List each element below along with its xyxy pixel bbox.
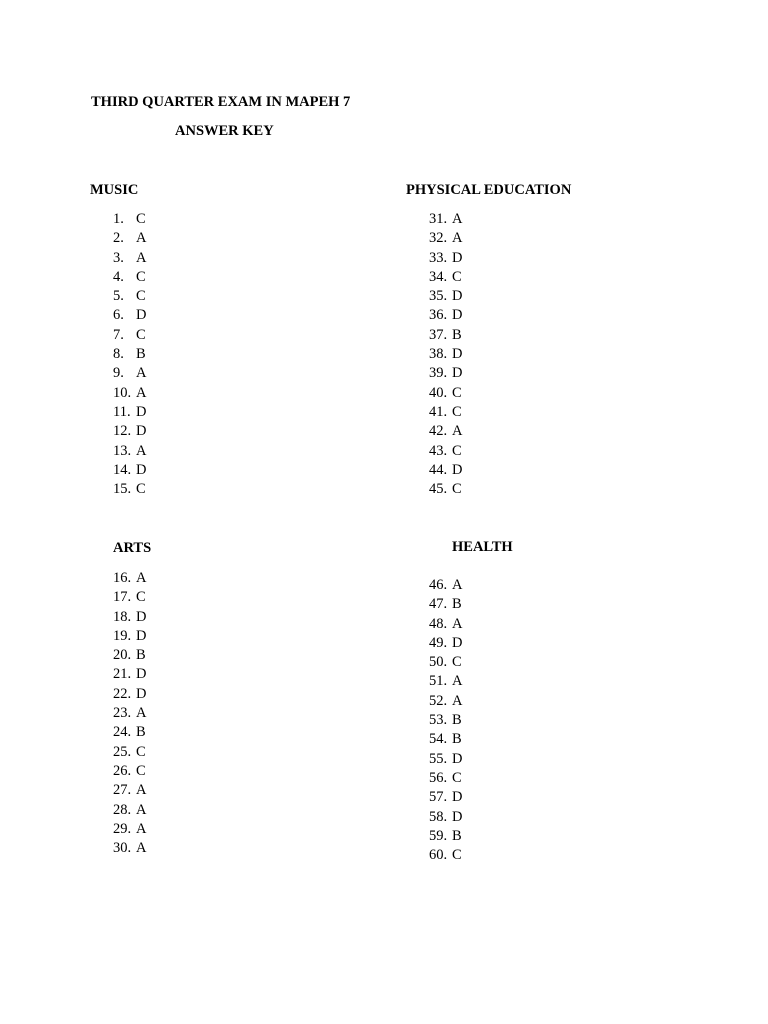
answer-item [429, 672, 462, 691]
item-answer: C [136, 288, 146, 305]
answer-item [429, 788, 462, 807]
answer-item [113, 249, 146, 268]
answer-item [113, 569, 146, 588]
item-answer: B [452, 827, 462, 844]
item-number: 24. [113, 724, 132, 741]
item-number: 21. [113, 666, 132, 683]
answer-item [429, 595, 462, 614]
answer-item [429, 846, 462, 865]
item-answer: C [136, 481, 146, 498]
item-number: 1. [113, 211, 124, 227]
item-answer: C [452, 654, 462, 671]
item-answer: A [452, 615, 463, 632]
music-answer-list [113, 210, 146, 499]
item-number: 60. [429, 847, 448, 864]
item-number: 52. [429, 692, 448, 709]
item-number: 51. [429, 673, 448, 690]
item-answer: A [136, 820, 147, 837]
item-number: 59. [429, 827, 448, 844]
item-number: 36. [429, 307, 448, 324]
answer-item [113, 608, 146, 627]
item-number: 32. [429, 230, 448, 247]
item-answer: D [452, 789, 463, 806]
item-number: 25. [113, 743, 132, 760]
item-answer: C [452, 442, 462, 459]
item-answer: D [452, 346, 463, 363]
item-number: 16. [113, 570, 132, 586]
item-number: 10. [113, 384, 132, 401]
item-number: 49. [429, 634, 448, 651]
item-number: 4. [113, 268, 124, 285]
item-number: 15. [113, 481, 132, 498]
answer-item [113, 588, 146, 607]
item-answer: A [452, 211, 463, 227]
item-answer: C [136, 743, 146, 760]
item-number: 23. [113, 705, 132, 722]
item-answer: C [136, 589, 146, 606]
item-answer: A [136, 365, 147, 382]
item-answer: A [136, 384, 147, 401]
physical-education-answer-list [429, 210, 462, 499]
answer-item [113, 403, 146, 422]
answer-item [429, 229, 462, 248]
answer-item [113, 345, 146, 364]
health-answer-list [429, 576, 462, 865]
item-number: 58. [429, 808, 448, 825]
item-answer: D [136, 403, 147, 420]
item-number: 26. [113, 762, 132, 779]
item-answer: D [452, 307, 463, 324]
item-answer: A [452, 230, 463, 247]
item-answer: C [452, 481, 462, 498]
item-answer: D [452, 808, 463, 825]
answer-item [429, 461, 462, 480]
answer-item [429, 730, 462, 749]
answer-item [429, 422, 462, 441]
item-answer: D [136, 423, 147, 440]
item-answer: D [452, 249, 463, 266]
item-number: 30. [113, 840, 132, 857]
item-answer: A [136, 705, 147, 722]
arts-answer-list [113, 569, 146, 858]
item-number: 56. [429, 769, 448, 786]
answer-item [429, 403, 462, 422]
answer-item [429, 692, 462, 711]
item-number: 6. [113, 307, 124, 324]
item-number: 50. [429, 654, 448, 671]
item-answer: A [452, 423, 463, 440]
item-answer: C [136, 268, 146, 285]
answer-item [429, 287, 462, 306]
answer-item [429, 827, 462, 846]
item-number: 42. [429, 423, 448, 440]
answer-item [113, 287, 146, 306]
item-number: 31. [429, 211, 448, 227]
item-answer: A [136, 230, 147, 247]
item-answer: C [452, 403, 462, 420]
answer-item [429, 364, 462, 383]
answer-item [113, 704, 146, 723]
item-answer: C [452, 847, 462, 864]
answer-item [429, 384, 462, 403]
item-number: 54. [429, 731, 448, 748]
answer-item [429, 249, 462, 268]
item-number: 19. [113, 627, 132, 644]
item-answer: D [452, 288, 463, 305]
item-answer: A [136, 782, 147, 799]
item-number: 20. [113, 647, 132, 664]
item-number: 48. [429, 615, 448, 632]
answer-item [113, 723, 146, 742]
answer-item [429, 442, 462, 461]
item-number: 2. [113, 230, 124, 247]
answer-item [429, 576, 462, 595]
item-answer: D [452, 365, 463, 382]
item-number: 13. [113, 442, 132, 459]
answer-item [429, 769, 462, 788]
item-number: 38. [429, 346, 448, 363]
item-answer: B [136, 346, 146, 363]
item-number: 12. [113, 423, 132, 440]
answer-item [113, 801, 146, 820]
item-number: 8. [113, 346, 124, 363]
item-number: 44. [429, 461, 448, 478]
answer-item [429, 268, 462, 287]
health-section-heading: HEALTH [452, 539, 513, 555]
document-subtitle: ANSWER KEY [175, 123, 274, 139]
answer-item [113, 422, 146, 441]
item-number: 27. [113, 782, 132, 799]
item-answer: D [136, 627, 147, 644]
item-number: 39. [429, 365, 448, 382]
answer-item [113, 326, 146, 345]
item-answer: D [452, 634, 463, 651]
item-number: 45. [429, 481, 448, 498]
item-number: 41. [429, 403, 448, 420]
item-answer: C [136, 326, 146, 343]
item-answer: A [452, 577, 463, 593]
answer-item [113, 781, 146, 800]
answer-item [429, 808, 462, 827]
item-answer: C [136, 762, 146, 779]
item-answer: C [452, 268, 462, 285]
answer-item [113, 268, 146, 287]
item-answer: B [136, 647, 146, 664]
item-number: 40. [429, 384, 448, 401]
answer-item [429, 634, 462, 653]
item-number: 35. [429, 288, 448, 305]
answer-item [113, 743, 146, 762]
item-answer: C [452, 384, 462, 401]
item-number: 3. [113, 249, 124, 266]
answer-item [113, 646, 146, 665]
answer-item [113, 480, 146, 499]
answer-item [113, 820, 146, 839]
item-answer: A [136, 249, 147, 266]
item-answer: D [136, 608, 147, 625]
item-answer: A [136, 442, 147, 459]
item-answer: A [136, 840, 147, 857]
answer-item [429, 711, 462, 730]
item-answer: A [136, 570, 147, 586]
item-number: 34. [429, 268, 448, 285]
arts-section-heading: ARTS [113, 540, 152, 556]
music-section-heading: MUSIC [90, 182, 139, 198]
item-number: 47. [429, 596, 448, 613]
item-answer: C [136, 211, 146, 227]
answer-item [429, 326, 462, 345]
answer-item [113, 306, 146, 325]
answer-item [429, 750, 462, 769]
item-answer: A [136, 801, 147, 818]
item-number: 46. [429, 577, 448, 593]
item-number: 17. [113, 589, 132, 606]
answer-item [113, 461, 146, 480]
answer-item [113, 685, 146, 704]
item-answer: D [452, 461, 463, 478]
answer-item [429, 480, 462, 499]
document-title: THIRD QUARTER EXAM IN MAPEH 7 [91, 94, 351, 110]
answer-item [429, 653, 462, 672]
item-number: 14. [113, 461, 132, 478]
item-answer: D [136, 461, 147, 478]
item-answer: D [136, 307, 147, 324]
answer-item [429, 345, 462, 364]
physical-education-section-heading: PHYSICAL EDUCATION [406, 182, 572, 198]
item-number: 37. [429, 326, 448, 343]
item-number: 22. [113, 685, 132, 702]
item-number: 28. [113, 801, 132, 818]
item-number: 53. [429, 712, 448, 729]
item-number: 7. [113, 326, 124, 343]
item-number: 43. [429, 442, 448, 459]
item-answer: C [452, 769, 462, 786]
item-number: 18. [113, 608, 132, 625]
item-answer: B [452, 731, 462, 748]
item-number: 5. [113, 288, 124, 305]
answer-item [113, 364, 146, 383]
answer-item [113, 442, 146, 461]
item-answer: D [136, 666, 147, 683]
item-answer: B [452, 326, 462, 343]
answer-item [113, 384, 146, 403]
item-answer: B [136, 724, 146, 741]
answer-item [113, 627, 146, 646]
item-answer: B [452, 596, 462, 613]
answer-item [113, 210, 146, 229]
item-number: 11. [113, 403, 131, 420]
answer-item [429, 210, 462, 229]
item-number: 57. [429, 789, 448, 806]
answer-item [113, 665, 146, 684]
answer-item [113, 839, 146, 858]
item-answer: D [452, 750, 463, 767]
item-answer: B [452, 712, 462, 729]
item-number: 9. [113, 365, 124, 382]
answer-item [113, 229, 146, 248]
item-number: 55. [429, 750, 448, 767]
answer-item [429, 615, 462, 634]
item-answer: A [452, 692, 463, 709]
answer-item [429, 306, 462, 325]
item-answer: D [136, 685, 147, 702]
answer-item [113, 762, 146, 781]
item-number: 29. [113, 820, 132, 837]
item-answer: A [452, 673, 463, 690]
item-number: 33. [429, 249, 448, 266]
